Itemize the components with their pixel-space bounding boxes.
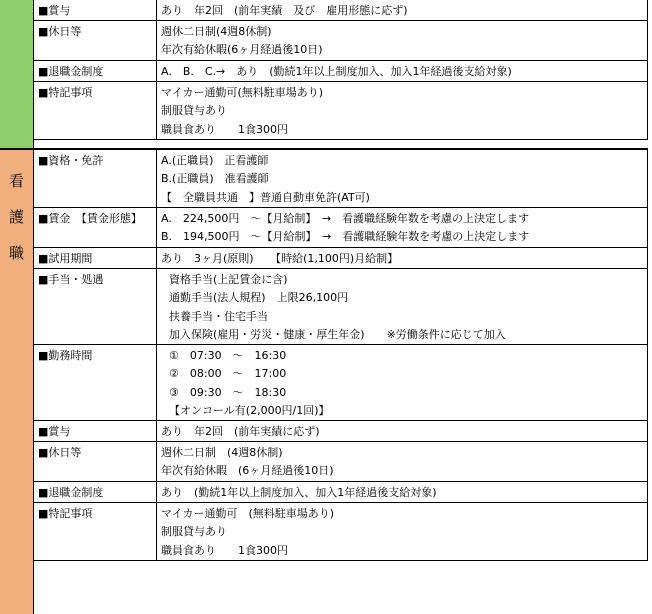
row-label: ■賞与	[38, 4, 71, 17]
row-value-cell	[157, 208, 648, 248]
row-label-cell	[34, 482, 157, 503]
row-value-line: ① 07:30 ～ 16:30	[169, 349, 287, 362]
row-value-cell	[157, 82, 648, 140]
row-label-cell	[34, 21, 157, 61]
row-label: ■特記事項	[38, 86, 93, 99]
side-label-char: 職	[8, 244, 24, 262]
row-value-line: 年次有給休暇 (6ヶ月経過後10日)	[161, 464, 334, 478]
row-value-line: 週休二日制(4週8休制)	[161, 25, 272, 38]
row-value-cell	[157, 482, 648, 503]
row-label: ■賃金 【賃金形態】	[38, 212, 142, 225]
row-value-line: B. 194,500円 ～【月給制】 → 看護職経験年数を考慮の上決定します	[161, 230, 530, 244]
row-value-line: 職員食あり 1食300円	[161, 122, 288, 136]
row-label-cell	[34, 150, 157, 208]
row-label: ■休日等	[38, 25, 82, 38]
row-label-cell	[34, 61, 157, 82]
row-value-line: マイカー通勤可(無料駐車場あり)	[161, 86, 324, 99]
row-value-line: 制服貸与あり	[161, 104, 227, 118]
row-value-line: 加入保険(雇用・労災・健康・厚生年金) ※労働条件に応じて加入	[169, 327, 506, 341]
row-value-line: あり 年2回 (前年実績に応ず)	[161, 425, 320, 438]
row-value-cell	[157, 503, 648, 561]
row-value-cell	[157, 421, 648, 442]
row-value-cell	[157, 0, 648, 21]
row-value-line: ② 08:00 ～ 17:00	[169, 367, 287, 381]
row-value-cell	[157, 61, 648, 82]
row-label: ■試用期間	[38, 252, 93, 265]
row-value-line: 制服貸与あり	[161, 525, 227, 539]
side-label-char: 看	[8, 172, 24, 190]
row-value-line: 通勤手当(法人規程) 上限26,100円	[169, 291, 349, 305]
row-value-cell	[157, 269, 648, 345]
side-band-orange	[0, 149, 34, 614]
row-value-line: 年次有給休暇(6ヶ月経過後10日)	[161, 43, 323, 57]
row-label-cell	[34, 82, 157, 140]
row-label: ■休日等	[38, 446, 82, 459]
row-label-cell	[34, 248, 157, 269]
side-label-char: 護	[8, 208, 24, 226]
row-value-line: 【 全職員共通 】普通自動車免許(AT可)	[161, 190, 370, 204]
row-value-cell	[157, 248, 648, 269]
row-label-cell	[34, 503, 157, 561]
row-value-line: 週休二日制 (4週8休制)	[161, 446, 283, 459]
row-label-cell	[34, 442, 157, 482]
row-value-line: 資格手当(上記賃金に含)	[169, 273, 288, 286]
row-value-line: マイカー通勤可 (無料駐車場あり)	[161, 507, 335, 520]
row-value-line: あり (勤続1年以上制度加入、加入1年経過後支給対象)	[161, 486, 437, 499]
row-value-line: 扶養手当・住宅手当	[169, 309, 268, 323]
side-band-green	[0, 0, 34, 148]
row-label: ■手当・処遇	[38, 273, 104, 286]
row-value-cell	[157, 150, 648, 208]
row-label: ■退職金制度	[38, 65, 104, 78]
row-value-cell	[157, 442, 648, 482]
row-label: ■特記事項	[38, 507, 93, 520]
row-value-line: あり 3ヶ月(原則) 【時給(1,100円)月給制】	[161, 252, 399, 265]
row-label-cell	[34, 269, 157, 345]
row-value-line: 【オンコール有(2,000円/1回)】	[169, 403, 330, 417]
row-value-cell	[157, 21, 648, 61]
row-label: ■退職金制度	[38, 486, 104, 499]
row-value-line: ③ 09:30 ～ 18:30	[169, 385, 287, 399]
row-value-cell	[157, 345, 648, 421]
row-value-line: B.(正職員) 准看護師	[161, 172, 269, 186]
row-value-line: A. B. C.→ あり (勤続1年以上制度加入、加入1年経過後支給対象)	[161, 65, 512, 78]
row-label-cell	[34, 0, 157, 21]
row-label: ■勤務時間	[38, 349, 93, 362]
row-label-cell	[34, 421, 157, 442]
row-label-cell	[34, 345, 157, 421]
row-value-line: A.(正職員) 正看護師	[161, 154, 269, 167]
row-value-line: 職員食あり 1食300円	[161, 543, 288, 557]
row-label: ■賞与	[38, 425, 71, 438]
row-value-line: A. 224,500円 ～【月給制】 → 看護職経験年数を考慮の上決定します	[161, 212, 530, 225]
row-label: ■資格・免許	[38, 154, 104, 167]
row-value-line: あり 年2回 (前年実績 及び 雇用形態に応ず)	[161, 4, 408, 17]
row-label-cell	[34, 208, 157, 248]
